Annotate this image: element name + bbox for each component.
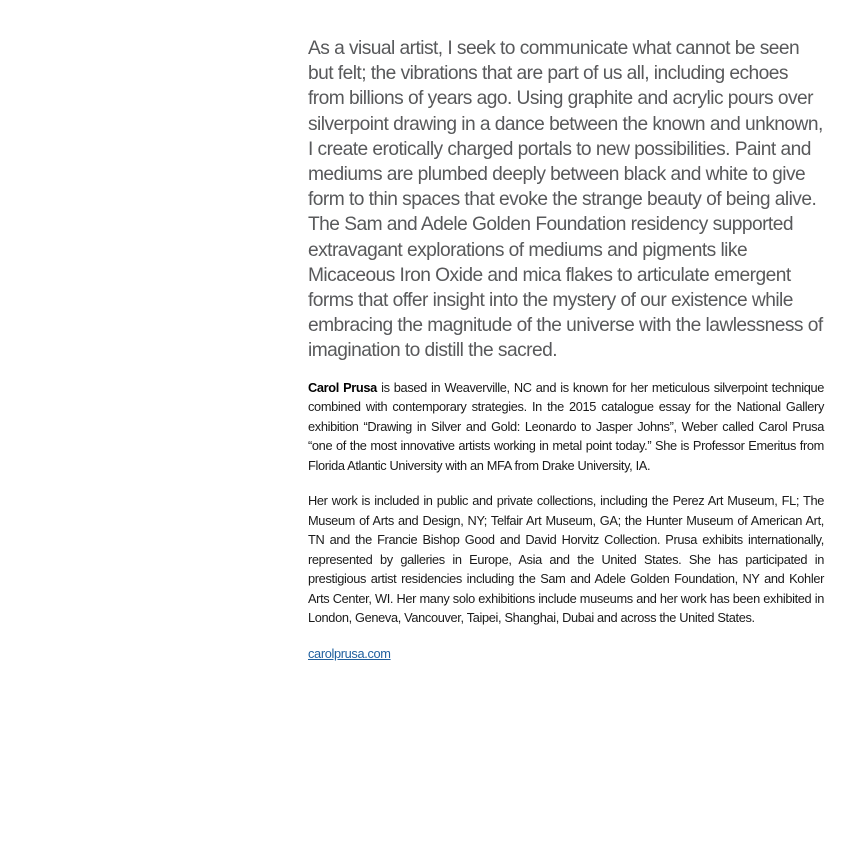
artist-statement: As a visual artist, I seek to communicate what cannot be seen but felt; the vibrations that are part of us all, including echoes from billions of years ago. Using graphite and acrylic pours over silverpoint drawing in a dance between the known and unknown, I create erotically charged portals to new possibilities. Paint and mediums are plumbed deeply between black and white to give form to thin spaces that evoke the strange beauty of being alive. The Sam and Adele Golden Foundation residency supported extravagant explorations of mediums and pigments like Micaceous Iron Oxide and mica flakes to articulate emergent forms that offer insight into the mystery of our existence while embracing the magnitude of the universe with the lawlessness of imagination to distill the sacred. xyxy=(308,38,823,362)
collections-paragraph: Her work is included in public and private collections, including the Perez Art Museum, FL; The Museum of Arts and Design, NY; Telfair Art Museum, GA; the Hunter Museum of American Art, TN and the Francie Bishop Good and David Horvitz Collection. Prusa exhibits internationally, represented by galleries in Europe, Asia and the United States. She has participated in prestigious artist residencies including the Sam and Adele Golden Foundation, NY and Kohler Arts Center, WI. Her many solo exhibitions include museums and her work has been exhibited in London, Geneva, Vancouver, Taipei, Shanghai, Dubai and across the United States. xyxy=(308,493,824,626)
website-link[interactable]: carolprusa.com xyxy=(308,645,391,661)
artist-name: Carol Prusa xyxy=(308,379,377,395)
artist-bio-text: is based in Weaverville, NC and is known for her meticulous silverpoint technique combined with contemporary strategies. In the 2015 catalogue essay for the National Gallery exhibition “Drawing in Silver and Gold: Leonardo to Jasper Johns”, Weber called Carol Prusa “one of the most innovative artists working in metal point today.” She is Professor Emeritus from Florida Atlantic University with an MFA from Drake University, IA. xyxy=(308,379,824,473)
text-column xyxy=(308,36,824,663)
artist-bio xyxy=(308,378,824,476)
